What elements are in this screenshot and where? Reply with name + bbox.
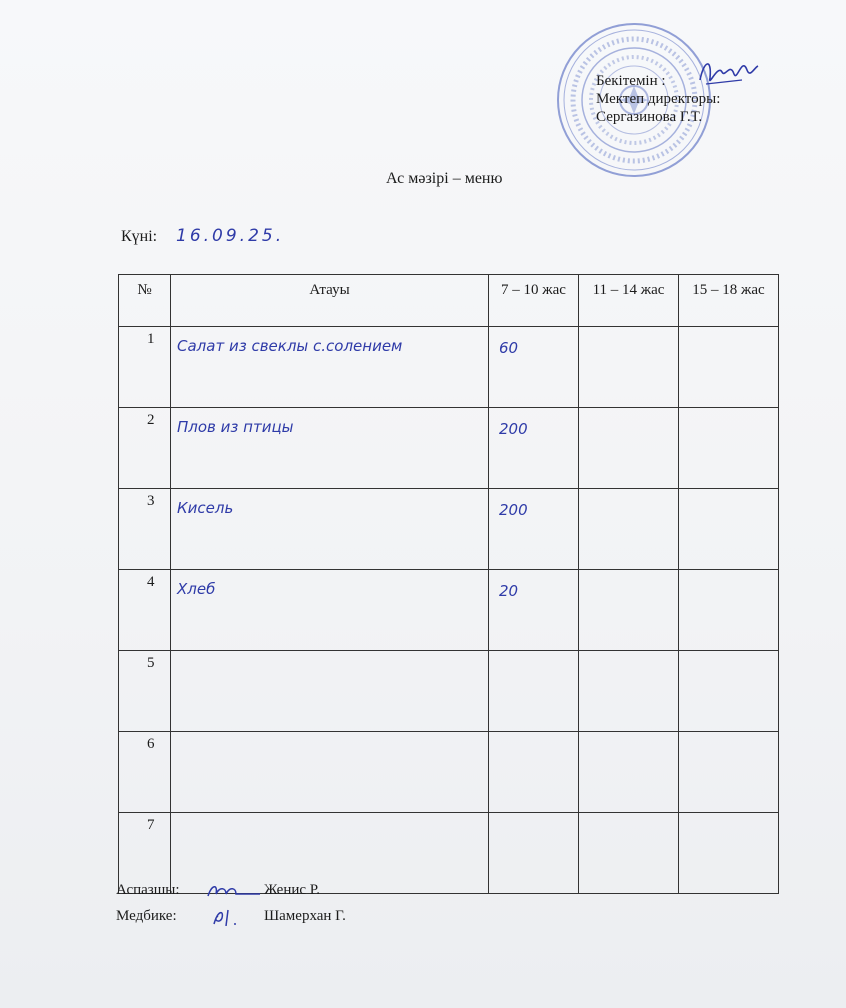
cook-label: Аспазшы: <box>116 882 180 899</box>
table-row <box>119 327 779 408</box>
portion-11-14 <box>579 489 679 570</box>
portion-15-18 <box>679 732 779 813</box>
portion-15-18 <box>679 408 779 489</box>
document-title: Ас мәзірі – меню <box>386 170 503 187</box>
date-value: 16.09.25. <box>176 226 285 246</box>
menu-table <box>118 274 779 894</box>
portion-11-14 <box>579 813 679 894</box>
portion-11-14 <box>579 408 679 489</box>
approval-line-3: Сергазинова Г.Т. <box>596 109 703 125</box>
cook-name: Женис Р. <box>264 882 321 899</box>
row-number: 4 <box>119 570 171 651</box>
row-number: 1 <box>119 327 171 408</box>
approval-line-2: Мектеп директоры: <box>596 91 721 107</box>
portion-11-14 <box>579 327 679 408</box>
portion-11-14 <box>579 570 679 651</box>
portion-7-10: 200 <box>489 489 579 570</box>
portion-7-10: 200 <box>489 408 579 489</box>
table-row <box>119 408 779 489</box>
approval-line-1: Бекітемін : <box>596 73 666 89</box>
dish-name: Салат из свеклы с.солением <box>171 327 489 408</box>
table-header-row <box>119 275 779 327</box>
table-row <box>119 489 779 570</box>
portion-7-10 <box>489 651 579 732</box>
nurse-signature-line <box>116 908 346 926</box>
header-age-11-14: 11 – 14 жас <box>579 275 679 327</box>
cook-signature-line <box>116 882 320 900</box>
row-number: 5 <box>119 651 171 732</box>
row-number: 6 <box>119 732 171 813</box>
row-number: 3 <box>119 489 171 570</box>
portion-7-10 <box>489 732 579 813</box>
portion-15-18 <box>679 327 779 408</box>
portion-15-18 <box>679 570 779 651</box>
portion-11-14 <box>579 732 679 813</box>
dish-name: Кисель <box>171 489 489 570</box>
portion-7-10: 60 <box>489 327 579 408</box>
header-number: № <box>119 275 171 327</box>
dish-name <box>171 651 489 732</box>
portion-7-10: 20 <box>489 570 579 651</box>
dish-name <box>171 732 489 813</box>
table-row <box>119 732 779 813</box>
approval-block <box>596 72 720 126</box>
cook-signature <box>204 882 264 900</box>
header-name: Атауы <box>171 275 489 327</box>
table-row <box>119 651 779 732</box>
portion-15-18 <box>679 489 779 570</box>
date-label: Күні: <box>121 228 158 245</box>
portion-11-14 <box>579 651 679 732</box>
nurse-label: Медбике: <box>116 908 177 925</box>
header-age-7-10: 7 – 10 жас <box>489 275 579 327</box>
row-number: 7 <box>119 813 171 894</box>
table-row <box>119 570 779 651</box>
portion-15-18 <box>679 651 779 732</box>
header-age-15-18: 15 – 18 жас <box>679 275 779 327</box>
row-number: 2 <box>119 408 171 489</box>
dish-name: Хлеб <box>171 570 489 651</box>
nurse-signature <box>204 908 264 926</box>
portion-7-10 <box>489 813 579 894</box>
portion-15-18 <box>679 813 779 894</box>
nurse-name: Шамерхан Г. <box>264 908 346 925</box>
dish-name: Плов из птицы <box>171 408 489 489</box>
